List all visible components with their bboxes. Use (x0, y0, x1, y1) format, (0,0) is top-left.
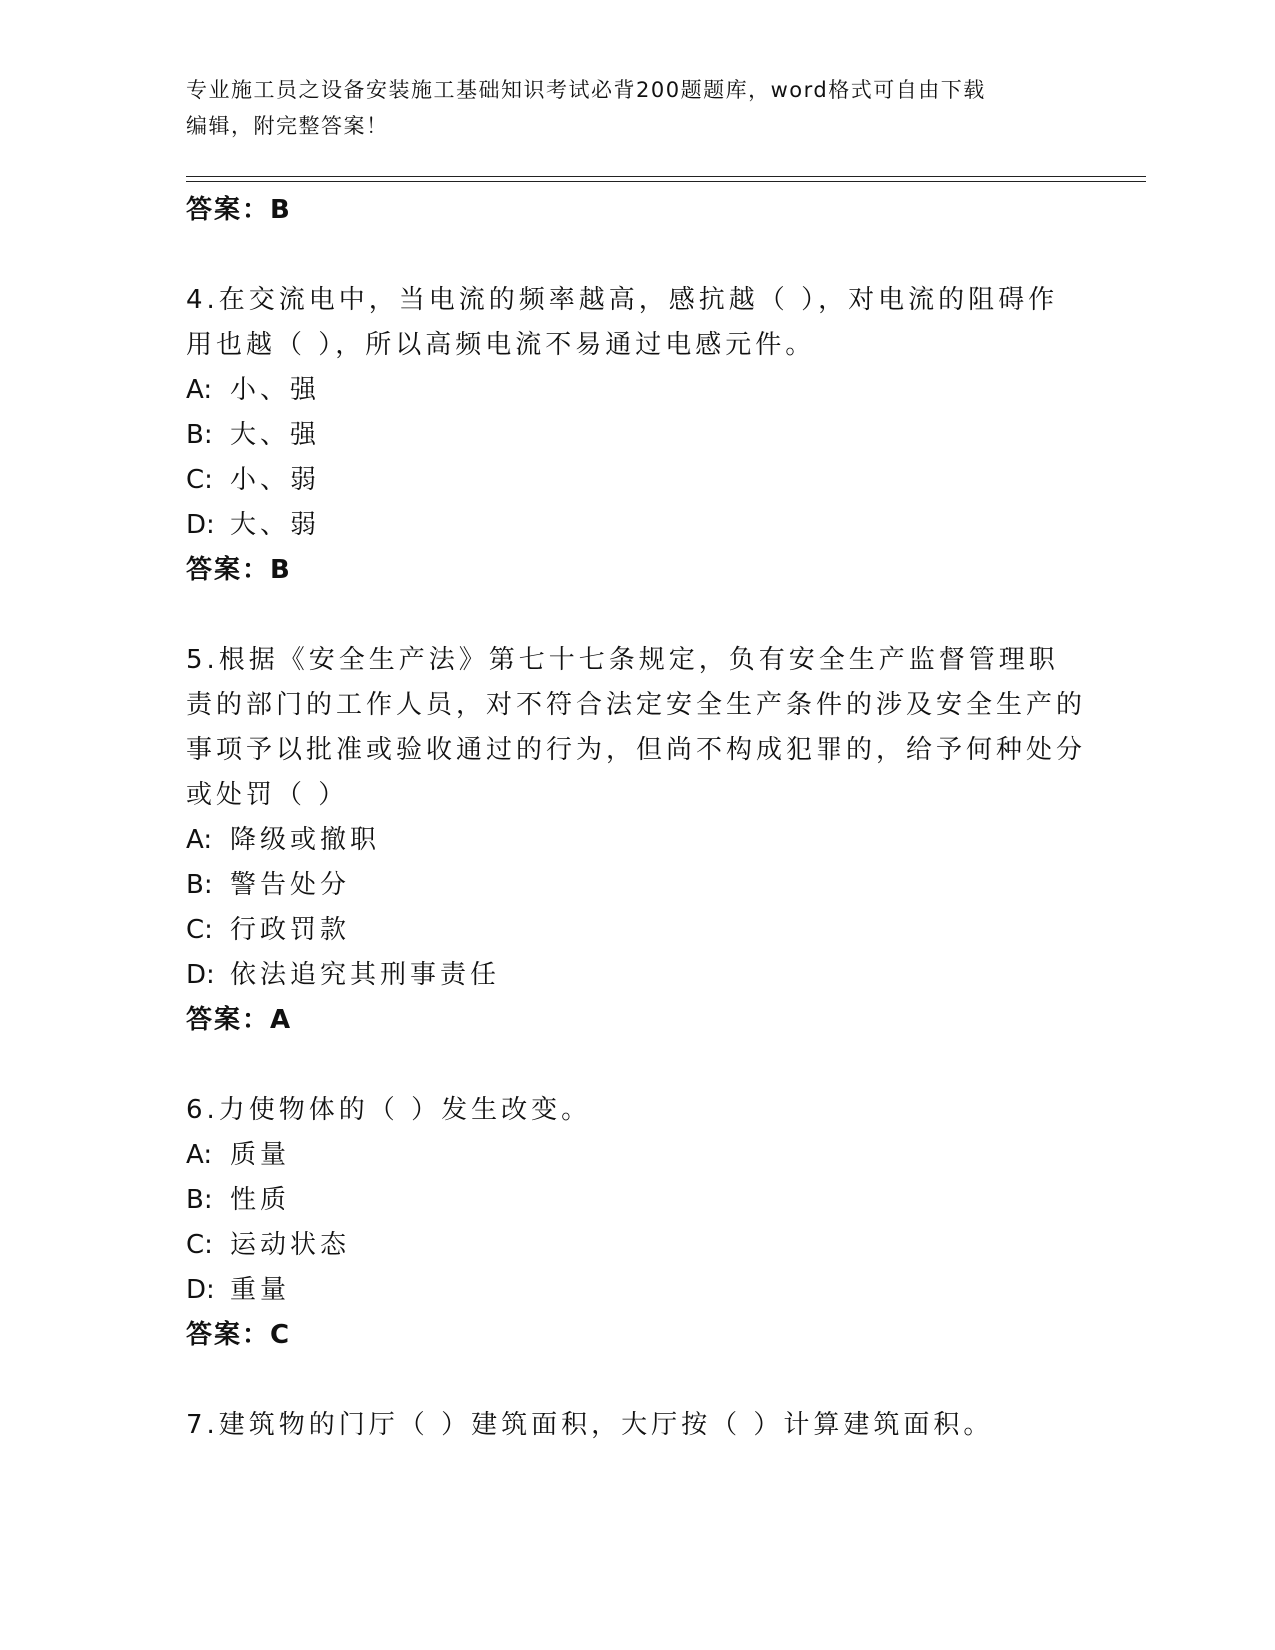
option-text: 大、强 (230, 420, 321, 450)
question-5 (186, 638, 1086, 1043)
option-b (186, 1178, 1086, 1223)
header-rule-top (186, 176, 1146, 177)
question-stem: 6.力使物体的（ ）发生改变。 (186, 1095, 592, 1125)
option-a (186, 368, 1086, 413)
option-text: 小、弱 (230, 465, 321, 495)
answer-label: 答案：B (186, 555, 292, 585)
option-letter: D: (186, 1275, 215, 1305)
option-c (186, 908, 1086, 953)
option-letter: B: (186, 870, 213, 900)
question-list (186, 188, 1086, 1493)
option-text: 降级或撤职 (230, 825, 381, 855)
option-b (186, 413, 1086, 458)
option-letter: D: (186, 960, 215, 990)
question-7 (186, 1403, 1086, 1448)
option-a (186, 818, 1086, 863)
question-4 (186, 278, 1086, 593)
option-text: 依法追究其刑事责任 (230, 960, 501, 990)
option-text: 行政罚款 (230, 915, 351, 945)
option-letter: C: (186, 465, 213, 495)
option-b (186, 863, 1086, 908)
answer-label: 答案：B (186, 195, 292, 225)
header-line-2: 编辑，附完整答案！ (186, 114, 389, 138)
option-c (186, 458, 1086, 503)
question-stem: 5.根据《安全生产法》第七十七条规定，负有安全生产监督管理职责的部门的工作人员，对不符合法定安全生产条件的涉及安全生产的事项予以批准或验收通过的行为，但尚不构成犯罪的，给予何种处分或处罚（ ） (186, 645, 1087, 810)
question-6 (186, 1088, 1086, 1358)
question-stem: 4.在交流电中，当电流的频率越高，感抗越（ ），对电流的阻碍作用也越（ ），所以高频电流不易通过电感元件。 (186, 285, 1059, 360)
option-text: 质量 (230, 1140, 291, 1170)
option-text: 性质 (230, 1185, 291, 1215)
option-text: 小、强 (230, 375, 321, 405)
option-letter: C: (186, 915, 213, 945)
answer-label: 答案：A (186, 1005, 293, 1035)
option-text: 重量 (230, 1275, 291, 1305)
header-rule-bottom (186, 181, 1146, 182)
option-letter: C: (186, 1230, 213, 1260)
option-d (186, 1268, 1086, 1313)
option-d (186, 953, 1086, 998)
option-c (186, 1223, 1086, 1268)
option-letter: B: (186, 420, 213, 450)
option-d (186, 503, 1086, 548)
option-text: 运动状态 (230, 1230, 351, 1260)
option-letter: A: (186, 825, 213, 855)
option-text: 警告处分 (230, 870, 351, 900)
option-letter: A: (186, 375, 213, 405)
answer-label: 答案：C (186, 1320, 292, 1350)
option-text: 大、弱 (230, 510, 321, 540)
document-header (186, 72, 1086, 144)
option-letter: B: (186, 1185, 213, 1215)
option-letter: D: (186, 510, 215, 540)
question-stem: 7.建筑物的门厅（ ）建筑面积，大厅按（ ）计算建筑面积。 (186, 1410, 994, 1440)
option-letter: A: (186, 1140, 213, 1170)
header-line-1: 专业施工员之设备安装施工基础知识考试必背200题题库，word格式可自由下载 (186, 78, 986, 102)
option-a (186, 1133, 1086, 1178)
